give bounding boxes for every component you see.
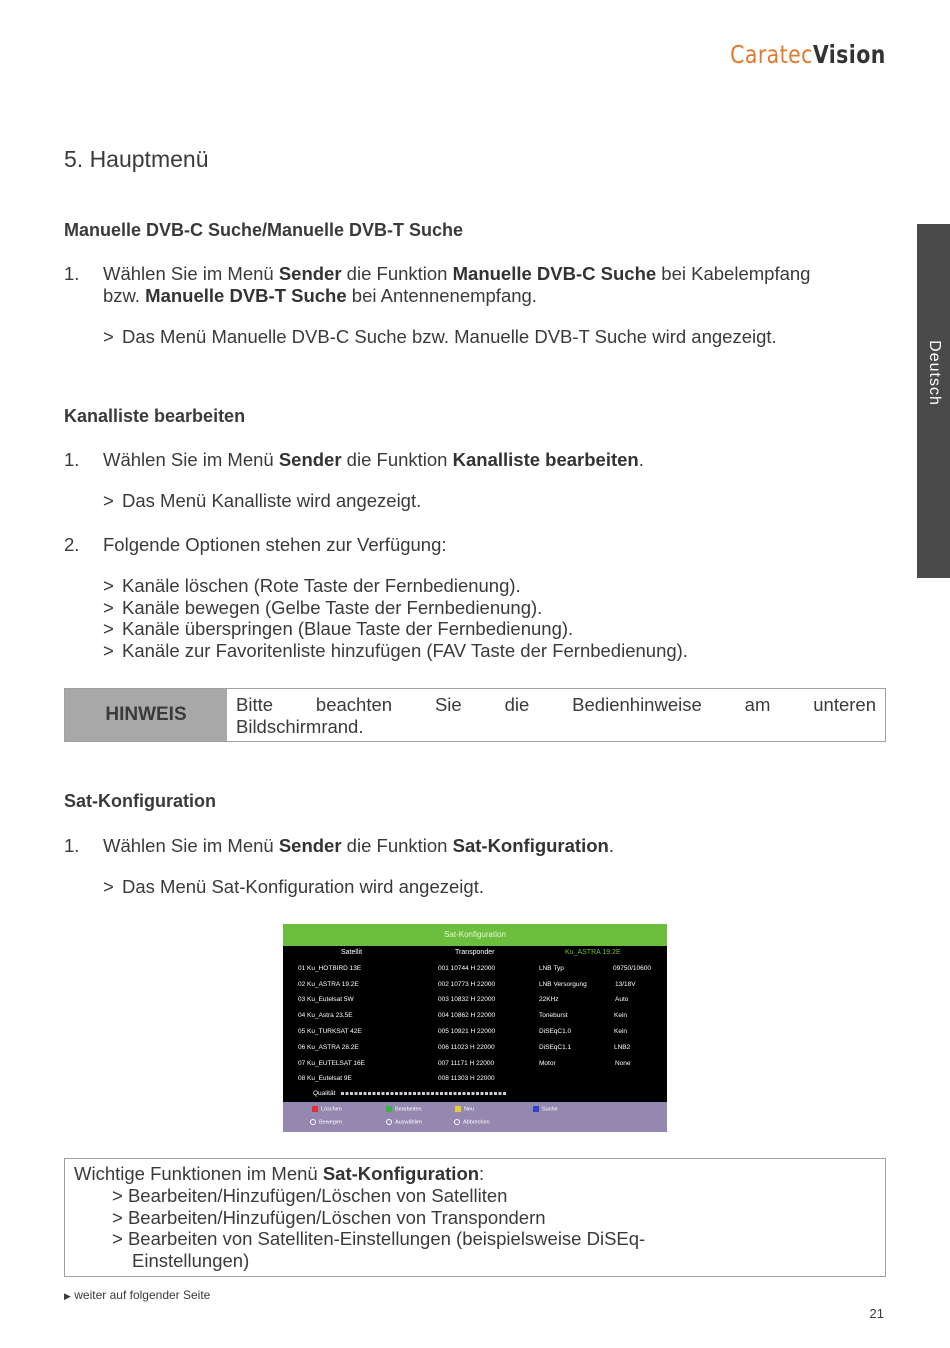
tv-title-bar: Sat-Konfiguration xyxy=(283,924,667,946)
navigation-icon xyxy=(310,1119,316,1125)
green-key-icon xyxy=(386,1106,392,1112)
language-side-tab xyxy=(917,224,950,578)
step-number: 1. xyxy=(64,263,80,284)
quality-meter xyxy=(341,1091,506,1096)
step-text: Wählen Sie im Menü Sender die Funktion Manuelle DVB-C Suche bei Kabelempfang bzw. Manuelle DVB-T Suche bei Antennenempfang. xyxy=(103,263,811,306)
option-item: > Kanäle löschen (Rote Taste der Fernbedienung). xyxy=(103,575,521,596)
function-item: > Bearbeiten von Satelliten-Einstellungen (beispielsweise DiSEq- xyxy=(112,1228,646,1249)
tv-setting-name: Toneburst xyxy=(539,1012,568,1019)
section-title-channel-list: Kanalliste bearbeiten xyxy=(64,406,246,426)
tv-col-transponder: Transponder xyxy=(455,949,495,956)
step-number: 1. xyxy=(64,835,80,856)
tv-transponder-row: 008 11303 H 22000 xyxy=(438,1075,495,1082)
functions-intro: Wichtige Funktionen im Menü Sat-Konfiguration: xyxy=(74,1163,485,1184)
tv-transponder-row: 006 11023 H 22000 xyxy=(438,1044,495,1051)
tv-transponder-row: 002 10773 H 22000 xyxy=(438,981,496,988)
tv-satellite-row: 02 Ku_ASTRA 19.2E xyxy=(298,981,359,988)
tv-setting-name: DiSEqC1.0 xyxy=(539,1028,572,1035)
tv-setting-name: Motor xyxy=(539,1060,556,1067)
tv-setting-value: 13/18V xyxy=(615,981,636,988)
step-text: Wählen Sie im Menü Sender die Funktion Sat-Konfiguration. xyxy=(103,835,614,856)
brand-logo: CaratecVision xyxy=(730,40,886,69)
tv-setting-name: DiSEqC1.1 xyxy=(539,1044,572,1051)
key-cancel: Abbrechen xyxy=(454,1119,490,1125)
key-new: Neu xyxy=(455,1106,474,1112)
option-item: > Kanäle überspringen (Blaue Taste der Fernbedienung). xyxy=(103,618,574,639)
note-text: Bitte beachten Sie die Bedienhinweise am unteren Bildschirmrand. xyxy=(236,694,876,737)
continue-note: ▶ weiter auf folgender Seite xyxy=(64,1288,211,1302)
function-item: > Bearbeiten/Hinzufügen/Löschen von Transpondern xyxy=(112,1207,546,1228)
ok-icon xyxy=(386,1119,392,1125)
tv-setting-value: LNB2 xyxy=(614,1044,631,1051)
option-item: > Kanäle bewegen (Gelbe Taste der Fernbedienung). xyxy=(103,597,543,618)
tv-setting-value: 09750/10600 xyxy=(613,965,651,972)
tv-satellite-row: 07 Ku_EUTELSAT 16E xyxy=(298,1060,365,1067)
key-edit: Bearbeiten xyxy=(386,1106,422,1112)
tv-col-satellite: Satellit xyxy=(341,949,363,956)
tv-satellite-row: 04 Ku_Astra 23.5E xyxy=(298,1012,353,1019)
key-move: Bewegen xyxy=(310,1119,342,1125)
sat-config-screenshot xyxy=(283,924,667,1132)
yellow-key-icon xyxy=(455,1106,461,1112)
step-number: 1. xyxy=(64,449,80,470)
side-tab-label: Deutsch xyxy=(925,340,943,406)
tv-setting-value: Kein xyxy=(614,1012,628,1019)
function-item-continued: Einstellungen) xyxy=(132,1250,250,1271)
result-text: > Das Menü Manuelle DVB-C Suche bzw. Manuelle DVB-T Suche wird angezeigt. xyxy=(103,326,777,347)
tv-transponder-row: 004 10862 H 22000 xyxy=(438,1012,496,1019)
key-select: Auswählen xyxy=(386,1119,422,1125)
tv-setting-value: Auto xyxy=(615,996,629,1003)
exit-icon xyxy=(454,1119,460,1125)
tv-satellite-row: 03 Ku_Eutelsat 5W xyxy=(298,996,354,1003)
tv-setting-name: LNB Typ xyxy=(539,965,564,972)
tv-key-bar xyxy=(283,1102,667,1132)
tv-satellite-row: 05 Ku_TURKSAT 42E xyxy=(298,1028,362,1035)
tv-satellite-row: 01 Ku_HOTBIRD 13E xyxy=(298,965,362,972)
tv-satellite-row: 08 Ku_Eutelsat 9E xyxy=(298,1075,352,1082)
tv-transponder-row: 007 11171 H 22000 xyxy=(438,1060,495,1067)
red-key-icon xyxy=(312,1106,318,1112)
step-text: Folgende Optionen stehen zur Verfügung: xyxy=(103,534,447,555)
functions-box xyxy=(64,1158,886,1277)
tv-transponder-row: 005 10921 H 22000 xyxy=(438,1028,496,1035)
result-text: > Das Menü Sat-Konfiguration wird angezeigt. xyxy=(103,876,484,897)
tv-setting-name: LNB Versorgung xyxy=(539,981,587,988)
tv-transponder-row: 001 10744 H 22000 xyxy=(438,965,496,972)
key-search: Suche xyxy=(533,1106,558,1112)
tv-satellite-row: 06 Ku_ASTRA 28.2E xyxy=(298,1044,359,1051)
page-number: 21 xyxy=(869,1306,884,1321)
note-box xyxy=(64,688,886,742)
triangle-right-icon: ▶ xyxy=(64,1291,71,1301)
note-label: HINWEIS xyxy=(65,689,227,741)
tv-col-current-satellite: Ku_ASTRA 19.2E xyxy=(565,949,621,956)
tv-setting-name: 22KHz xyxy=(539,996,559,1003)
result-text: > Das Menü Kanalliste wird angezeigt. xyxy=(103,490,422,511)
step-number: 2. xyxy=(64,534,80,555)
section-title-manual-search: Manuelle DVB-C Suche/Manuelle DVB-T Suche xyxy=(64,220,464,240)
function-item: > Bearbeiten/Hinzufügen/Löschen von Satelliten xyxy=(112,1185,508,1206)
section-title-sat-config: Sat-Konfiguration xyxy=(64,791,216,811)
option-item: > Kanäle zur Favoritenliste hinzufügen (FAV Taste der Fernbedienung). xyxy=(103,640,688,661)
tv-transponder-row: 003 10832 H 22000 xyxy=(438,996,496,1003)
tv-setting-value: None xyxy=(615,1060,631,1067)
chapter-title: 5. Hauptmenü xyxy=(64,146,209,172)
key-delete: Löschen xyxy=(312,1106,342,1112)
blue-key-icon xyxy=(533,1106,539,1112)
step-text: Wählen Sie im Menü Sender die Funktion Kanalliste bearbeiten. xyxy=(103,449,644,470)
tv-quality-row: Qualität xyxy=(313,1090,506,1097)
tv-setting-value: Kein xyxy=(614,1028,628,1035)
